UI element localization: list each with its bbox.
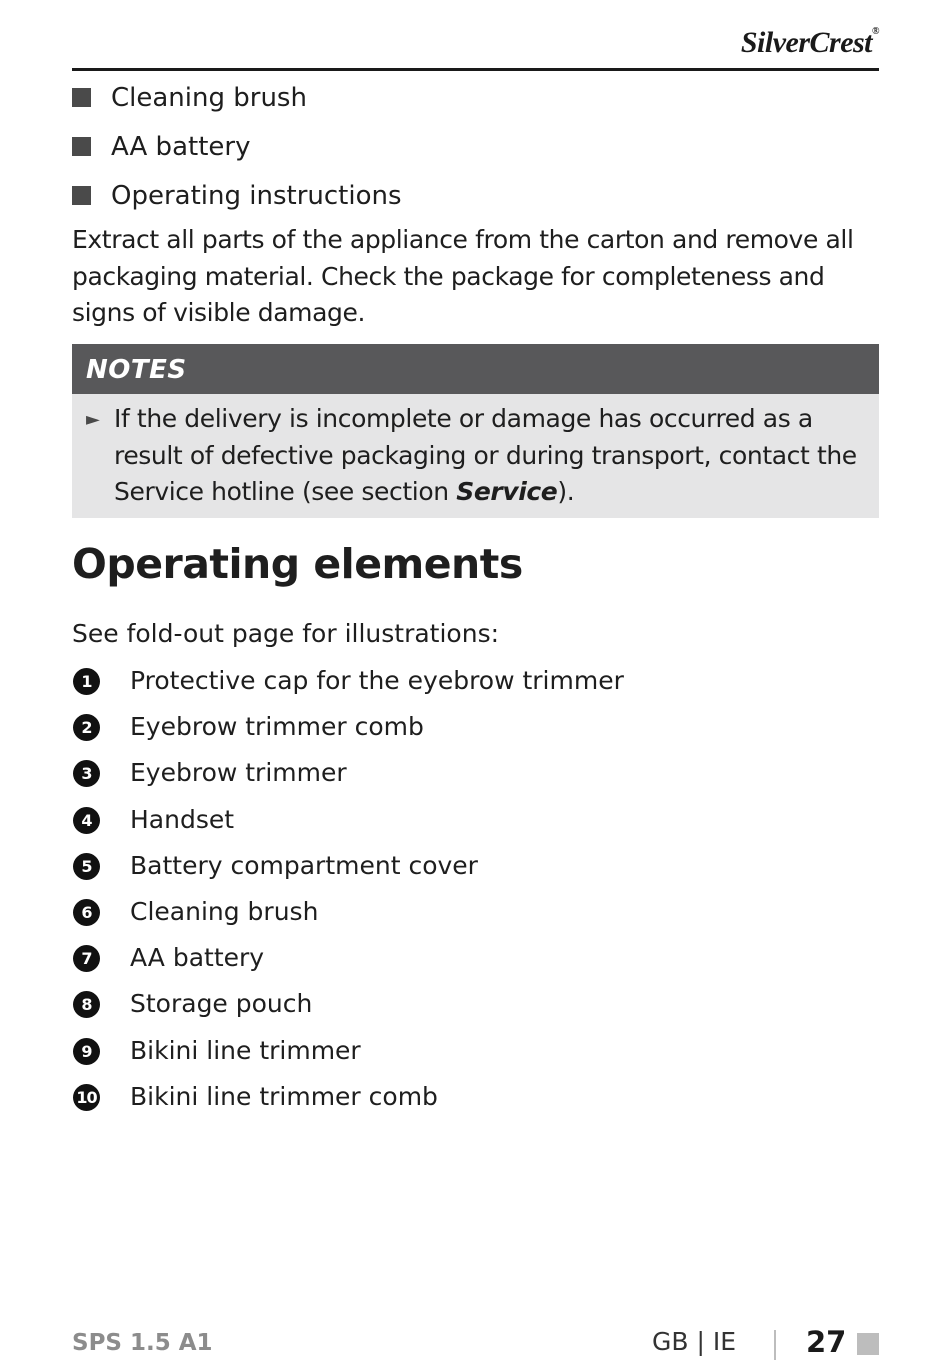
footer-languages: GB | IE: [652, 1327, 737, 1356]
list-item-label: Bikini line trimmer comb: [130, 1081, 438, 1111]
number-badge: 8: [73, 991, 100, 1018]
section-intro: See fold-out page for illustrations:: [72, 619, 500, 648]
list-item: [72, 176, 879, 225]
list-item-label: Cleaning brush: [130, 896, 319, 926]
list-item-label: Cleaning brush: [111, 83, 307, 113]
section-title: Operating elements: [72, 540, 523, 588]
number-badge: 4: [73, 807, 100, 834]
notes-text-end: ).: [557, 477, 575, 506]
brand-logo: [741, 26, 879, 60]
header-rule: [72, 68, 879, 71]
number-badge: 10: [73, 1084, 100, 1111]
list-item: [72, 78, 879, 127]
list-item-label: Eyebrow trimmer: [130, 758, 347, 788]
notes-body: [72, 394, 879, 511]
number-badge: 3: [73, 760, 100, 787]
contents-list: [72, 78, 879, 225]
list-item: [72, 984, 624, 1030]
list-item: [72, 707, 624, 753]
list-item: [72, 753, 624, 799]
list-item: [72, 127, 879, 176]
number-badge: 1: [73, 668, 100, 695]
square-bullet-icon: [72, 88, 91, 107]
list-item: [72, 1031, 624, 1077]
list-item-label: Battery compartment cover: [130, 850, 478, 880]
number-badge: 6: [73, 899, 100, 926]
list-item-label: Bikini line trimmer: [130, 1035, 361, 1065]
footer-divider: [774, 1330, 776, 1360]
list-item: [72, 938, 624, 984]
service-reference: Service: [456, 477, 558, 506]
list-item: [72, 661, 624, 707]
list-item-label: Operating instructions: [111, 181, 402, 211]
notes-box: [72, 344, 879, 518]
list-item-label: AA battery: [130, 943, 265, 973]
list-item: [72, 892, 624, 938]
page-number: 27: [806, 1325, 847, 1359]
brand-name: SilverCrest: [740, 26, 873, 59]
number-badge: 5: [73, 853, 100, 880]
notes-text: If the delivery is incomplete or damage has occurred as a result of defective packaging or during transport, contact the Service hotline (see section: [114, 404, 857, 506]
list-item-label: Protective cap for the eyebrow trimmer: [130, 666, 624, 695]
number-badge: 2: [73, 714, 100, 741]
list-item-label: AA battery: [111, 132, 251, 162]
arrow-right-icon: ►: [86, 409, 100, 430]
page-marker-icon: [857, 1333, 879, 1355]
square-bullet-icon: [72, 137, 91, 156]
number-badge: 7: [73, 945, 100, 972]
list-item-label: Storage pouch: [130, 989, 313, 1019]
footer-model: SPS 1.5 A1: [72, 1330, 213, 1356]
list-item: [72, 800, 624, 846]
notes-heading: NOTES: [72, 344, 879, 394]
square-bullet-icon: [72, 186, 91, 205]
list-item: [72, 846, 624, 892]
unpack-paragraph: Extract all parts of the appliance from the carton and remove all packaging material. Check the package for completeness and signs of visible damage.: [72, 225, 854, 327]
registered-mark: ®: [872, 26, 879, 37]
list-item-label: Handset: [130, 804, 235, 834]
list-item: [72, 1077, 624, 1123]
number-badge: 9: [73, 1038, 100, 1065]
list-item-label: Eyebrow trimmer comb: [130, 712, 424, 742]
operating-elements-list: [72, 661, 624, 1123]
